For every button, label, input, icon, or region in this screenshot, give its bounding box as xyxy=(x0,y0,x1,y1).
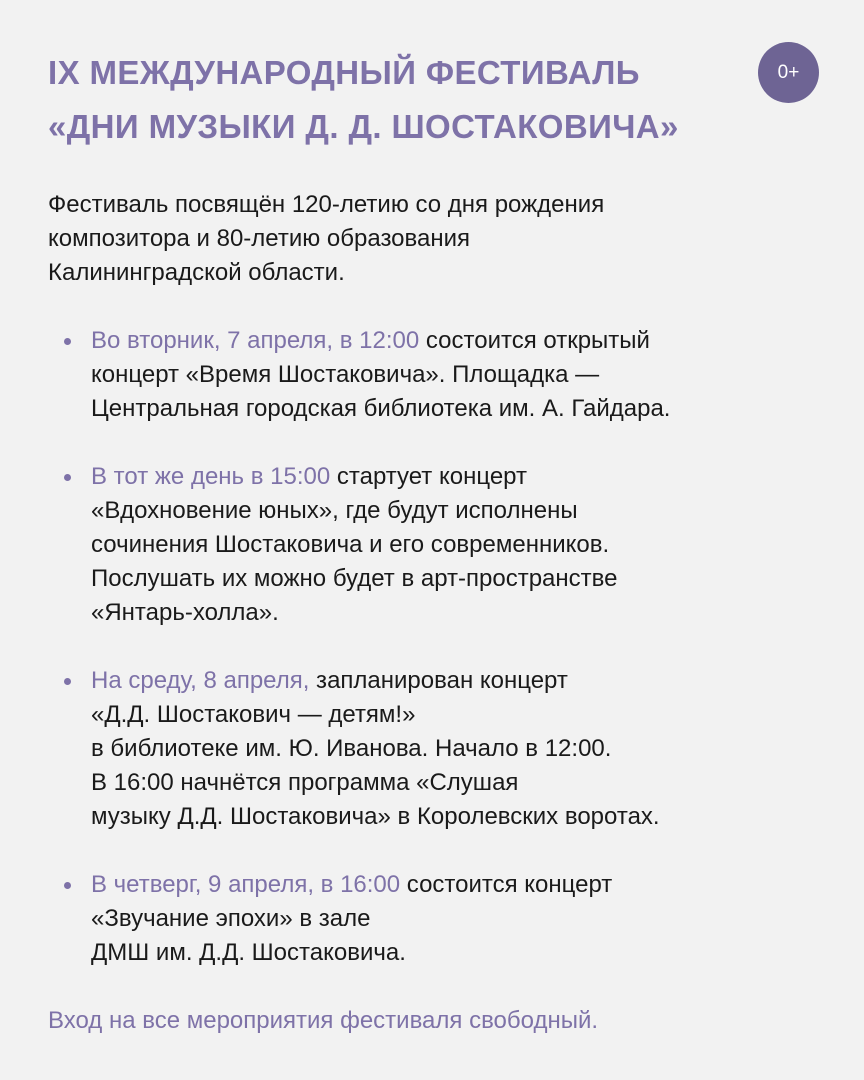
event-line: в библиотеке им. Ю. Иванова. Начало в 12:00. xyxy=(91,735,612,762)
festival-title xyxy=(48,46,748,154)
event-line: «Звучание эпохи» в зале xyxy=(91,905,371,932)
age-rating-badge: 0+ xyxy=(758,42,819,103)
intro-paragraph xyxy=(48,188,828,290)
event-list xyxy=(0,324,864,1004)
event-item-same-day xyxy=(0,460,864,630)
intro-line-1: Фестиваль посвящён 120-летию со дня рождения xyxy=(48,191,605,218)
event-line: сочинения Шостаковича и его современников. xyxy=(91,531,610,558)
intro-line-2: композитора и 80-летию образования xyxy=(48,225,471,252)
event-line: Центральная городская библиотека им. А. Гайдара. xyxy=(91,395,671,422)
bullet-icon xyxy=(64,338,71,345)
event-date-highlight: На среду, 8 апреля, xyxy=(91,667,310,694)
event-item-april-9 xyxy=(0,868,864,970)
intro-line-3: Калининградской области. xyxy=(48,259,345,286)
event-line: В 16:00 начнётся программа «Слушая xyxy=(91,769,519,796)
event-first-line-text: запланирован концерт xyxy=(309,667,568,694)
event-first-line xyxy=(91,868,864,902)
event-first-line-text: состоится открытый xyxy=(419,327,650,354)
festival-title-line-1: IX МЕЖДУНАРОДНЫЙ ФЕСТИВАЛЬ xyxy=(48,54,640,91)
event-date-highlight: В тот же день в 15:00 xyxy=(91,463,331,490)
event-first-line-text: стартует концерт xyxy=(330,463,527,490)
event-line: «Вдохновение юных», где будут исполнены xyxy=(91,497,578,524)
event-line: «Д.Д. Шостакович — детям!» xyxy=(91,701,416,728)
event-line: концерт «Время Шостаковича». Площадка — xyxy=(91,361,600,388)
event-first-line xyxy=(91,664,864,698)
bullet-icon xyxy=(64,882,71,889)
event-date-highlight: Во вторник, 7 апреля, в 12:00 xyxy=(91,327,420,354)
event-line: ДМШ им. Д.Д. Шостаковича. xyxy=(91,939,406,966)
free-entry-note: Вход на все мероприятия фестиваля свободный. xyxy=(48,1007,599,1034)
event-first-line xyxy=(91,324,864,358)
event-date-highlight: В четверг, 9 апреля, в 16:00 xyxy=(91,871,401,898)
bullet-icon xyxy=(64,474,71,481)
event-line: Послушать их можно будет в арт-пространстве xyxy=(91,565,618,592)
event-first-line xyxy=(91,460,864,494)
festival-title-line-2: «ДНИ МУЗЫКИ Д. Д. ШОСТАКОВИЧА» xyxy=(48,108,679,145)
event-item-april-8 xyxy=(0,664,864,834)
event-line: музыку Д.Д. Шостаковича» в Королевских воротах. xyxy=(91,803,660,830)
bullet-icon xyxy=(64,678,71,685)
event-item-april-7 xyxy=(0,324,864,426)
event-line: «Янтарь-холла». xyxy=(91,599,279,626)
event-first-line-text: состоится концерт xyxy=(400,871,613,898)
